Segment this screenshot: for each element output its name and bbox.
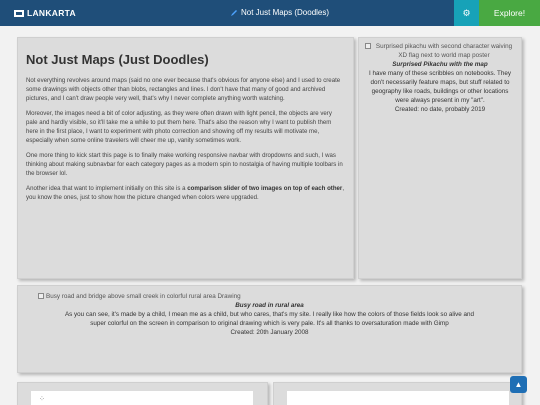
page-title-nav [230, 8, 329, 17]
scroll-to-top-button[interactable] [510, 376, 527, 393]
pikachu-caption: I have many of these scribbles on notebooks. They don't necessarily feature maps, but stuff related to geography like roads, buildings or other locations were always present in my "art". [369, 70, 511, 104]
pikachu-created: Created: no date, probably 2019 [394, 106, 486, 113]
intro-paragraph-3: One more thing to kick start this page is to finally make working responsive navbar with dropdowns and such, I was thinking about making subnavbar for each category pages as a modern spin to nostalgia of having multiple toolbars in the browser lol. [26, 152, 343, 177]
broken-image-icon [365, 43, 371, 49]
pikachu-caption-title: Surprised Pikachu with the map [392, 61, 488, 68]
road-card [17, 285, 522, 373]
brand-link[interactable] [14, 8, 76, 18]
intro-p4-after: , you know the ones, just to show how the picture changed when colors were upgraded. [26, 185, 345, 201]
road-image-alt: Busy road and bridge above small creek in colorful rural area Drawing [46, 293, 241, 300]
gallery-card-2 [273, 382, 522, 405]
gallery-thumb-2[interactable] [287, 391, 509, 405]
pikachu-image[interactable] [365, 42, 515, 60]
settings-button[interactable] [454, 0, 479, 26]
page-title: Not Just Maps (Doodles) [241, 8, 330, 17]
gallery-thumb-1[interactable] [31, 391, 253, 405]
pikachu-image-alt: Surprised pikachu with second character waiving XD flag next to world map poster [375, 43, 513, 59]
pikachu-card [358, 37, 522, 279]
arrow-up-icon: ▲ [514, 380, 523, 389]
road-caption-title: Busy road in rural area [235, 302, 304, 309]
brand-name: LANKARTA [27, 8, 76, 18]
intro-p4-bold: comparison slider of two images on top of each other [187, 185, 343, 192]
broken-image-icon [38, 293, 44, 299]
intro-paragraph-4 [26, 184, 345, 202]
explore-button[interactable]: Explore! [479, 0, 540, 26]
road-created: Created: 20th January 2008 [230, 329, 309, 336]
gear-icon: ⚙ [462, 7, 471, 18]
map-pin-icon [14, 9, 24, 18]
road-caption: As you can see, it's made by a child, I mean me as a child, but who cares, that's my site. I really like how the colors of those fields look so alive and super colorful on the screen in comparison to original drawing which is very pale. It's all thanks to oversaturation made with Gimp [64, 311, 475, 327]
intro-paragraph-2: Moreover, the images need a bit of color adjusting, as they were often drawn with light pencil, the objects are very pale and hardly visible, so it'll take me a while to put them here. That's also the reason why I want to publish them here in the first place, I want to experiment with photo correction and showing off my results will motivate me, especially when some online travelers will cheer me up, vanity sometimes work. [26, 110, 332, 144]
road-image[interactable] [38, 292, 481, 301]
intro-card [17, 37, 354, 279]
gallery-card-1 [17, 382, 268, 405]
pencil-icon [230, 9, 238, 17]
intro-paragraph-1: Not everything revolves around maps (said no one ever because that's obvious for anyone else) and I used to create some drawings with objects other than blobs, rectangles and lines. I don't have that many of good and archived pictures, and I can't draw people very well, that's why I never complete anything worth watching. [26, 77, 341, 102]
loading-icon: ⁘ [39, 396, 45, 403]
navbar [0, 0, 540, 26]
intro-p4-before: Another idea that want to implement initially on this site is a [26, 185, 188, 192]
intro-heading: Not Just Maps (Just Doodles) [26, 52, 209, 67]
